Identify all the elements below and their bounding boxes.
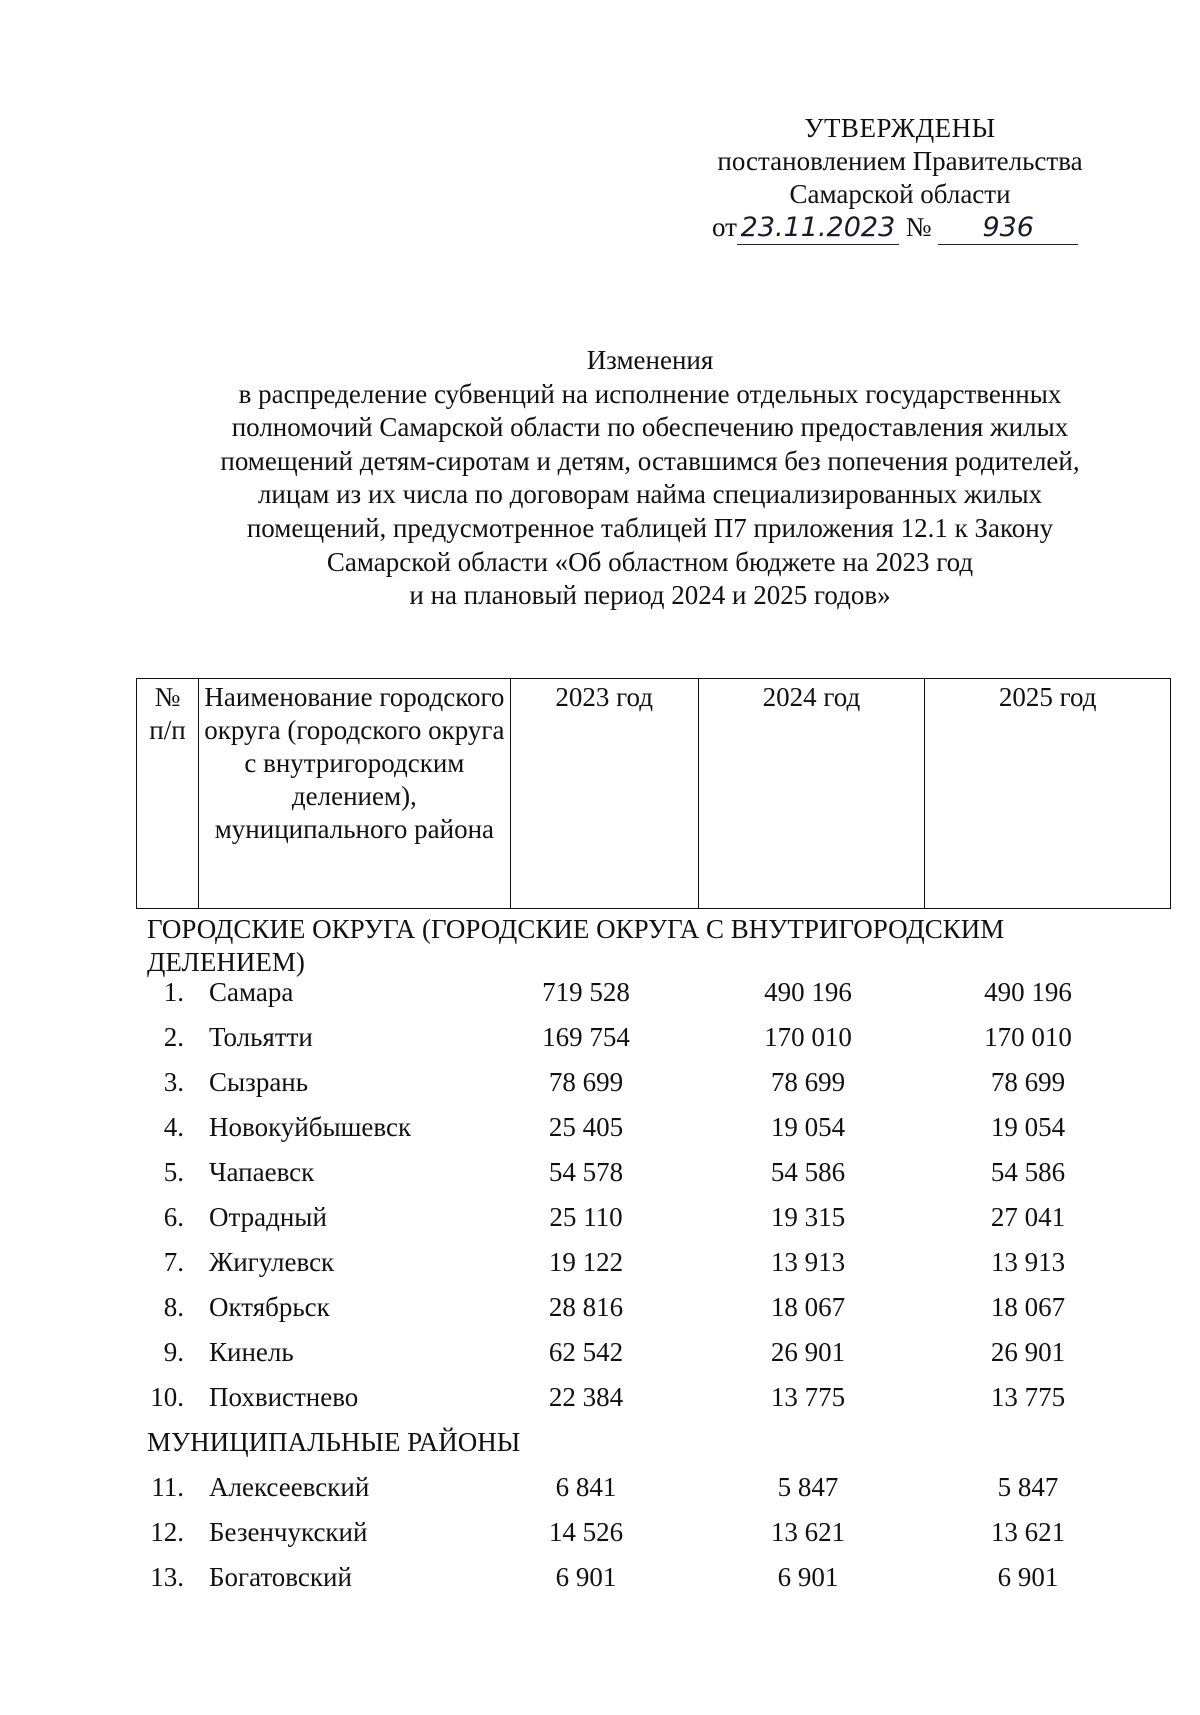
row-name: Новокуйбышевск [209,1112,412,1142]
title-line: и на плановый период 2024 и 2025 годов» [409,580,891,611]
row-num: 12. [150,1517,184,1547]
row-2023: 6 901 [555,1562,617,1592]
row-2025: 54 586 [990,1157,1066,1187]
section-title-districts: МУНИЦИПАЛЬНЫЕ РАЙОНЫ [147,1427,521,1457]
number-prefix: № [905,212,932,242]
row-2023: 28 816 [548,1292,624,1322]
row-2024: 490 196 [764,977,852,1007]
row-2023: 14 526 [548,1517,624,1547]
title-line: Изменения [586,345,714,375]
header-2025: 2025 год [925,679,1171,909]
row-num: 8. [163,1292,184,1322]
row-2023: 719 528 [542,977,630,1007]
row-num: 5. [163,1157,184,1187]
date-prefix: от [712,212,737,242]
table-row [136,1330,1171,1375]
row-name: Алексеевский [209,1472,370,1502]
row-name: Чапаевск [209,1157,315,1187]
row-name: Жигулевск [209,1247,335,1277]
row-num: 6. [163,1202,184,1232]
title-line: помещений детям-сиротам и детям, оставшимся без попечения родителей, [220,445,1080,476]
handwritten-number: 936 [938,211,1078,245]
row-num: 11. [151,1472,184,1502]
approval-title: УТВЕРЖДЕНЫ [804,113,996,143]
table-row [136,1060,1171,1105]
row-name: Безенчукский [209,1517,368,1547]
table-row [136,1375,1171,1420]
row-2025: 170 010 [984,1022,1072,1052]
row-2025: 5 847 [997,1472,1059,1502]
row-2023: 62 542 [548,1337,624,1367]
handwritten-date: 23.11.2023 [737,211,899,245]
row-2025: 490 196 [984,977,1072,1007]
row-2023: 25 405 [548,1112,624,1142]
row-2024: 18 067 [770,1292,846,1322]
row-num: 1. [163,977,184,1007]
row-num: 7. [163,1247,184,1277]
row-2024: 6 901 [777,1562,839,1592]
row-num: 2. [163,1022,184,1052]
table-row [136,1150,1171,1195]
row-name: Тольятти [209,1022,313,1052]
header-num: № п/п [137,679,199,909]
section-title-urban: ГОРОДСКИЕ ОКРУГА (ГОРОДСКИЕ ОКРУГА С ВНУТРИГОРОДСКИМ ДЕЛЕНИЕМ) [147,914,1005,977]
title-line: полномочий Самарской области по обеспечению предоставления жилых [231,412,1069,443]
row-name: Отрадный [209,1202,327,1232]
row-2023: 78 699 [548,1067,624,1097]
row-2025: 13 913 [990,1247,1066,1277]
row-name: Богатовский [209,1562,352,1592]
approval-dateline [700,211,1100,245]
row-2023: 6 841 [555,1472,617,1502]
row-2025: 19 054 [990,1112,1066,1142]
row-2023: 25 110 [549,1202,623,1232]
header-2024: 2024 год [698,679,925,909]
approval-line-1: постановлением Правительства [717,146,1083,176]
row-2024: 26 901 [770,1337,846,1367]
row-2024: 13 775 [770,1382,846,1412]
title-line: лицам из их числа по договорам найма специализированных жилых [257,479,1043,510]
row-2025: 18 067 [990,1292,1066,1322]
row-2024: 13 913 [770,1247,846,1277]
row-2025: 27 041 [990,1202,1066,1232]
row-2024: 13 621 [770,1517,846,1547]
row-name: Похвистнево [209,1382,359,1412]
row-name: Октябрьск [209,1292,330,1322]
table-row [136,1555,1171,1600]
table-row [136,1105,1171,1150]
row-2025: 13 775 [990,1382,1066,1412]
row-name: Сызрань [209,1067,309,1097]
title-line: помещений, предусмотренное таблицей П7 приложения 12.1 к Закону [246,512,1054,543]
row-2025: 13 621 [990,1517,1066,1547]
row-2024: 5 847 [777,1472,839,1502]
header-2023: 2023 год [510,679,698,909]
row-name: Кинель [209,1337,294,1367]
row-num: 4. [163,1112,184,1142]
row-2024: 19 054 [770,1112,846,1142]
row-2024: 78 699 [770,1067,846,1097]
document-title [150,344,1150,613]
header-name: Наименование городского округа (городского округа с внутригородским делением), муниципального района [198,679,510,909]
table-header [136,678,1171,909]
row-num: 3. [163,1067,184,1097]
title-line: Самарской области «Об областном бюджете на 2023 год [326,546,974,577]
row-2025: 26 901 [990,1337,1066,1367]
row-2025: 78 699 [990,1067,1066,1097]
row-num: 13. [150,1562,184,1592]
table-row [136,1510,1171,1555]
table-row [136,1195,1171,1240]
approval-stamp [700,112,1100,245]
approval-line-2: Самарской области [789,179,1011,209]
table-row [136,970,1171,1015]
title-line: в распределение субвенций на исполнение отдельных государственных [238,378,1062,409]
row-2024: 170 010 [764,1022,852,1052]
table-row [136,1465,1171,1510]
row-num: 10. [150,1382,184,1412]
row-2023: 19 122 [548,1247,624,1277]
row-2024: 54 586 [770,1157,846,1187]
row-2024: 19 315 [770,1202,846,1232]
table-row [136,1285,1171,1330]
table-row [136,1015,1171,1060]
row-2023: 169 754 [542,1022,630,1052]
row-2023: 54 578 [548,1157,624,1187]
row-2025: 6 901 [997,1562,1059,1592]
row-num: 9. [163,1337,184,1367]
row-2023: 22 384 [548,1382,624,1412]
row-name: Самара [209,977,294,1007]
table-row [136,1240,1171,1285]
